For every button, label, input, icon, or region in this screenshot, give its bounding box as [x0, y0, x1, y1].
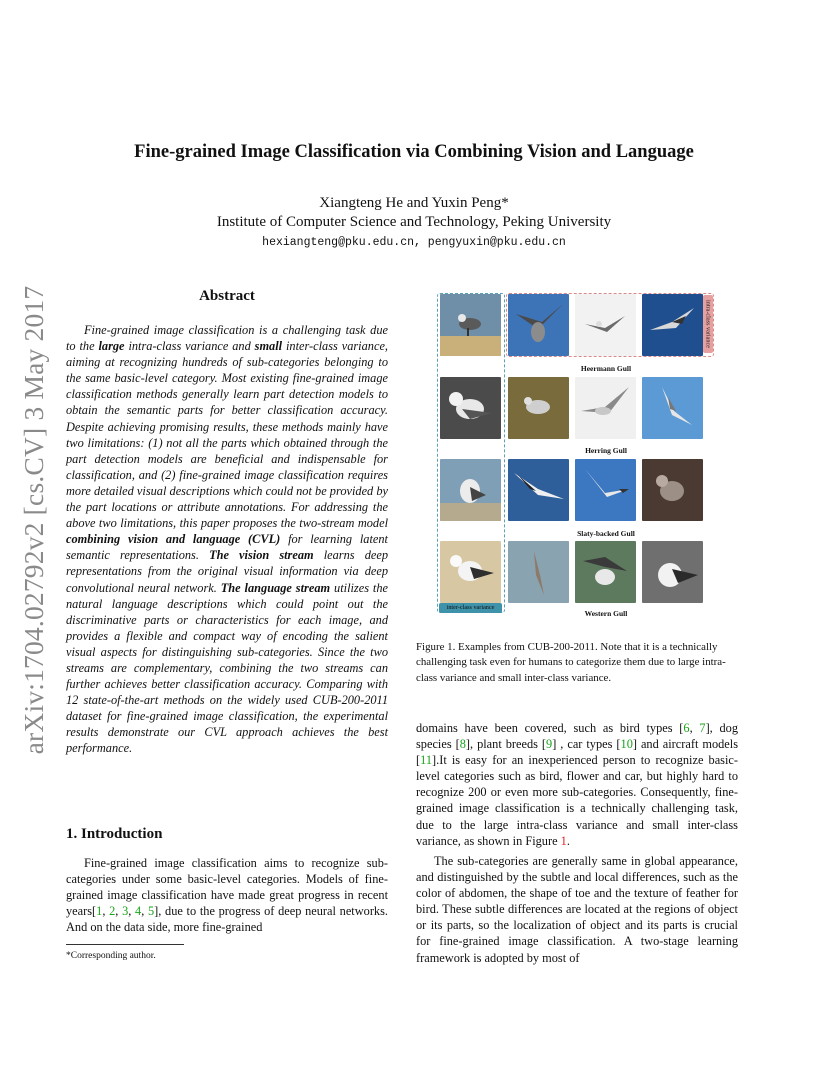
arxiv-stamp-text: arXiv:1704.02792v2 [cs.CV] 3 May 2017	[18, 285, 49, 755]
intra-class-tag	[703, 295, 713, 353]
species-label: Herring Gull	[585, 446, 627, 455]
bird-photo	[642, 377, 703, 439]
paper-authors: Xiangteng He and Yuxin Peng*	[319, 195, 509, 211]
intro-body	[66, 855, 388, 935]
bird-photo	[508, 294, 569, 356]
intra-class-label: intra-class variance	[704, 300, 712, 348]
citation-link[interactable]: 8	[459, 737, 466, 752]
body-paragraph: The sub-categories are generally same in global appearance, and distinguished by the subtle and local differences, such as the color of abdomen, the shape of toe and the texture of feather for bird. These subtle differences are located at the regions of object or its parts, so the localization of object and its parts is crucial for fine-grained image classification. A two-stage learning framework is adopted by most of	[416, 854, 738, 965]
abstract-text: utilizes the natural language descriptions which could point out the discriminative parts or characteristics for each image, and provides a flexible and compact way of encoding the salient visual aspects for distinguishing sub-categories. Since the two streams are complementary, combining the two streams can further achieves better classification accuracy. Comparing with 12 state-of-the-art methods on the widely used CUB-200-2011 dataset for fine-grained image classification, the experimental results demonstrate our CVL approach achieves the best performance.	[66, 580, 389, 756]
abstract-emphasis: combining vision and language (CVL)	[66, 532, 281, 547]
bird-photo	[440, 294, 501, 356]
citation-link[interactable]: 10	[620, 737, 633, 752]
bird-photo	[440, 541, 501, 603]
intro-text: Fine-grained image classification aims to recognize sub-categories under some basic-level categories. Models of fine-grained image classification have made great progress in recent years[	[66, 856, 388, 919]
citation-link[interactable]: 11	[420, 753, 433, 768]
body-text: ], plant breeds [	[465, 737, 547, 752]
citation-link[interactable]: 4	[135, 904, 142, 919]
citation-link[interactable]: 9	[546, 737, 553, 752]
abstract-emphasis: The vision stream	[209, 548, 314, 563]
abstract-paragraph	[66, 322, 388, 757]
citation-link[interactable]: 5	[147, 904, 155, 919]
bird-photo	[642, 294, 703, 356]
paper-title: Fine-grained Image Classification via Combining Vision and Language	[134, 142, 694, 162]
abstract-text: learns deep representations from the original visual information via deep convolutional neural network.	[66, 548, 388, 595]
body-text: domains have been covered, such as bird types [	[416, 721, 684, 735]
species-label: Heermann Gull	[580, 364, 632, 373]
body-text: ].It is easy for an inexperienced person to recognize basic-level categories such as bird, flower and car, but highly hard to recognize 200 or even more sub-categories. Consequently, fine-grained image classification is a technically challenging task, due to the large intra-class variance and small inter-class variance, as shown in Figure	[416, 753, 738, 848]
bird-photo	[575, 459, 636, 521]
bird-photo	[575, 294, 636, 356]
bird-photo	[642, 459, 703, 521]
citation-link[interactable]: 2	[109, 904, 116, 919]
body-paragraph: domains have been covered, such as bird types [6, 7], dog species [8], plant breeds [9] , car types [10] and aircraft models [11].It is easy for an inexperienced person to recognize basic-level categories such as bird, flower and car, but highly hard to recognize 200 or even more sub-categories. Consequently, fine-grained image classification is a technically challenging task, due to the large intra-class variance and small inter-class variance, as shown in Figure 1.	[416, 721, 739, 848]
figure-1	[436, 291, 718, 618]
figure-link[interactable]: 1	[560, 833, 567, 848]
arxiv-stamp	[14, 285, 54, 755]
bird-photo	[440, 459, 501, 521]
citation-link[interactable]: 7	[699, 721, 706, 735]
citation-link[interactable]: 3	[122, 904, 129, 919]
abstract-emphasis: small	[254, 339, 283, 354]
bird-photo	[508, 541, 569, 603]
bird-photo	[575, 541, 636, 603]
abstract-body	[66, 322, 388, 757]
bird-photo	[508, 459, 569, 521]
citation-link[interactable]: 1	[96, 904, 103, 919]
bird-photo	[575, 377, 636, 439]
body-text: ] and aircraft models [	[416, 737, 739, 768]
right-column-paragraph-1	[416, 720, 738, 849]
intro-paragraph: Fine-grained image classification aims to recognize sub-categories under some basic-level categories. Models of fine-grained image classification have made great progress in recent years[1, 2, 3, 4, 5], due to the progress of deep neural networks. And on the data side, more fine-grained	[66, 856, 388, 935]
right-column-paragraph-2	[416, 853, 738, 966]
intro-text: ], due to the progress of deep neural networks. And on the data side, more fine-grained	[66, 904, 388, 935]
abstract-text: inter-class variance, aiming at recognizing hundreds of sub-categories belonging to the same basic-level category. Most existing fine-grained image classification methods generally learn part detection models to obtain the semantic parts for better classification accuracy. Despite achieving promising results, these methods mainly have two limitations: (1) not all the parts which obtained through the part detection models are beneficial and indispensable for classification, and (2) fine-grained image classification requires more detailed visual descriptions which could not be provided by the part locations or attribute annotations. For addressing the above two limitations, this paper proposes the two-stream model	[66, 339, 389, 531]
species-label: Western Gull	[584, 609, 628, 618]
body-text: ] , car types [	[552, 737, 621, 752]
intro-heading: 1. Introduction	[66, 826, 163, 842]
body-text: ], dog species [	[416, 721, 739, 752]
figure-caption: Figure 1. Examples from CUB-200-2011. Note that it is a technically challenging task even for humans to categorize them due to large intra-class variance and small inter-class variance.	[416, 641, 726, 684]
abstract-text: for learning latent semantic representations.	[66, 532, 388, 563]
paper-affiliation: Institute of Computer Science and Technology, Peking University	[216, 214, 612, 230]
citation-link[interactable]: 6	[683, 721, 690, 735]
abstract-emphasis: The language stream	[220, 580, 331, 595]
bird-photo	[508, 377, 569, 439]
bird-photo	[642, 541, 703, 603]
abstract-text: intra-class variance and	[124, 339, 255, 354]
inter-class-tag: inter-class variance	[439, 603, 502, 613]
abstract-heading: Abstract	[199, 288, 255, 304]
footnote: *Corresponding author.	[66, 951, 156, 961]
abstract-emphasis: large	[98, 339, 125, 354]
body-text: .	[566, 833, 570, 848]
species-label: Slaty-backed Gull	[577, 529, 635, 538]
abstract-text: Fine-grained image classification is a challenging task due to the	[66, 323, 388, 354]
bird-photo	[440, 377, 501, 439]
footnote-rule	[66, 944, 184, 945]
paper-emails: hexiangteng@pku.edu.cn, pengyuxin@pku.edu.cn	[262, 236, 566, 249]
